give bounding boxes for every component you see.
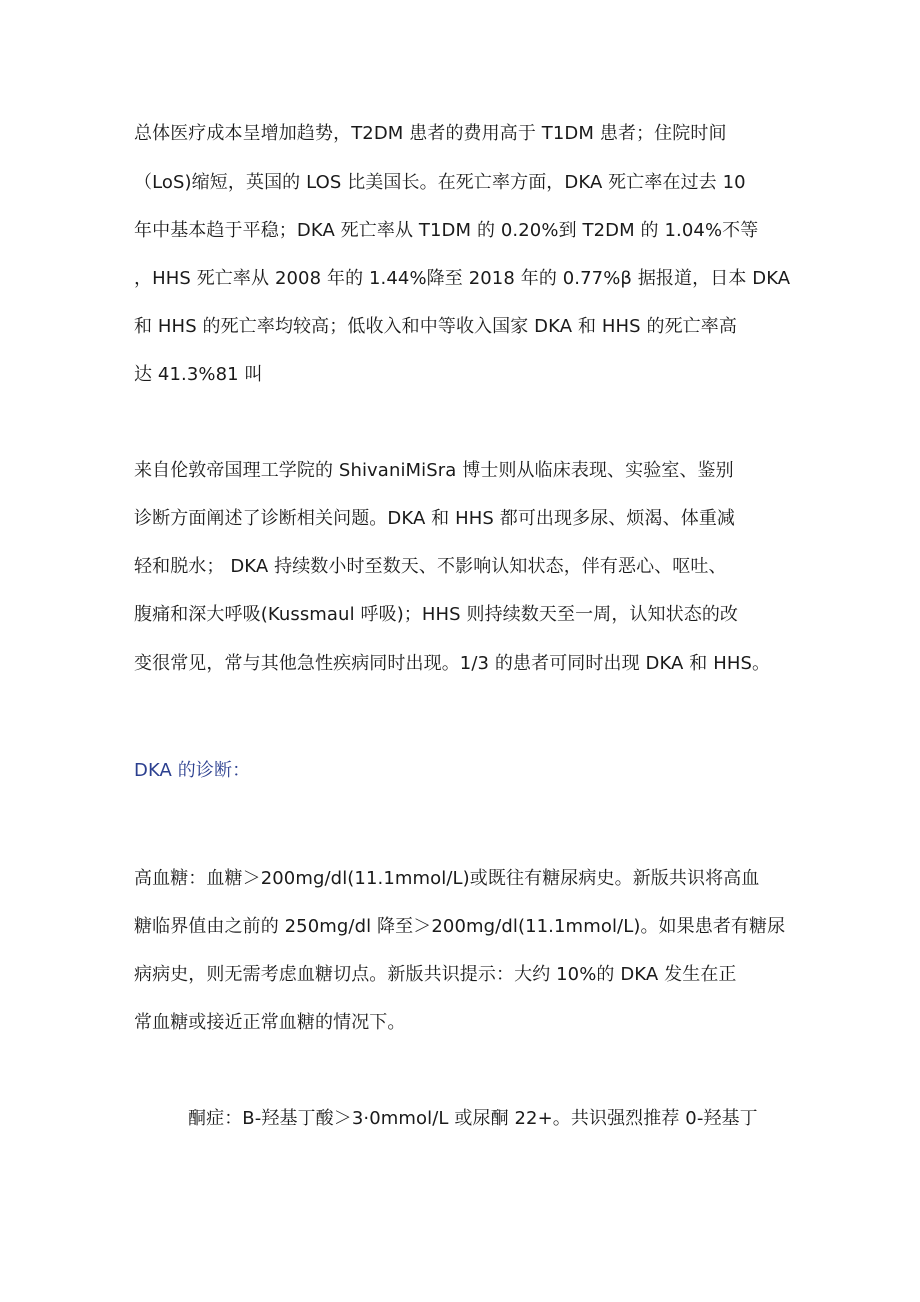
paragraph-4-line-1: 酮症：B-羟基丁酸＞3·0mmol/L 或尿酮 22+。共识强烈推荐 0-羟基丁 — [188, 1108, 758, 1129]
paragraph-1-line-1: 总体医疗成本呈增加趋势，T2DM 患者的费用高于 T1DM 患者；住院时间 — [134, 123, 727, 144]
paragraph-3-line-2: 糖临界值由之前的 250mg/dl 降至＞200mg/dl(11.1mmol/L)。如果患者有糖尿 — [134, 916, 786, 937]
paragraph-3-line-4: 常血糖或接近正常血糖的情况下。 — [134, 1012, 406, 1033]
paragraph-1-line-4: ，HHS 死亡率从 2008 年的 1.44%降至 2018 年的 0.77%β 据报道，日本 DKA — [134, 268, 791, 289]
paragraph-1-line-3: 年中基本趋于平稳；DKA 死亡率从 T1DM 的 0.20%到 T2DM 的 1.04%不等 — [134, 220, 759, 241]
paragraph-2-line-2: 诊断方面阐述了诊断相关问题。DKA 和 HHS 都可出现多尿、烦渴、体重减 — [134, 508, 736, 529]
section-heading: DKA 的诊断： — [134, 760, 251, 781]
paragraph-1-line-6: 达 41.3%81 叫 — [134, 364, 263, 385]
paragraph-3-line-3: 病病史，则无需考虑血糖切点。新版共识提示：大约 10%的 DKA 发生在正 — [134, 964, 737, 985]
paragraph-2-line-3: 轻和脱水； DKA 持续数小时至数天、不影响认知状态，伴有恶心、呕吐、 — [134, 556, 727, 577]
paragraph-3-line-1: 高血糖：血糖＞200mg/dl(11.1mmol/L)或既往有糖尿病史。新版共识将高血 — [134, 868, 760, 889]
paragraph-2-line-5: 变很常见，常与其他急性疾病同时出现。1/3 的患者可同时出现 DKA 和 HHS。 — [134, 653, 771, 674]
paragraph-1-line-2: （LoS)缩短，英国的 LOS 比美国长。在死亡率方面，DKA 死亡率在过去 10 — [134, 172, 746, 193]
paragraph-2-line-1: 来自伦敦帝国理工学院的 ShivaniMiSra 博士则从临床表现、实验室、鉴别 — [134, 460, 734, 481]
paragraph-1-line-5: 和 HHS 的死亡率均较高；低收入和中等收入国家 DKA 和 HHS 的死亡率高 — [134, 316, 737, 337]
paragraph-2-line-4: 腹痛和深大呼吸(Kussmaul 呼吸)；HHS 则持续数天至一周，认知状态的改 — [134, 604, 739, 625]
